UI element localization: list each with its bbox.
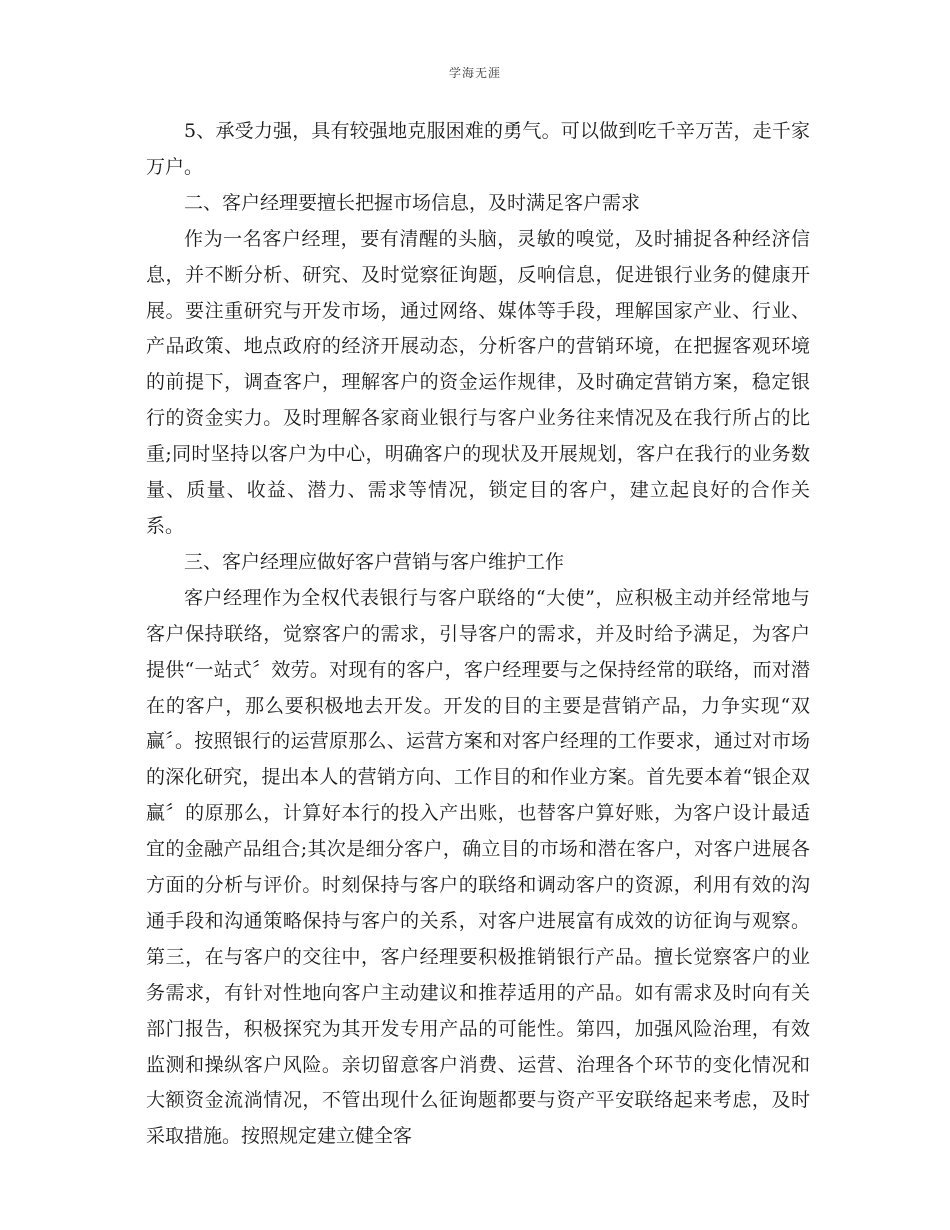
section-heading-3: 三、客户经理应做好客户营销与客户维护工作 (184, 550, 565, 573)
paragraph-item-5: 5、承受力强，具有较强地克服困难的勇气。可以做到吃千辛万苦，走千家万户。 (146, 120, 810, 178)
paragraph-customer-marketing: 客户经理作为全权代表银行与客户联络的“大使”，应积极主动并经常地与客户保持联络，觉察客户的需求，引导客户的需求，并及时给予满足，为客户提供“一站式〞效劳。对现有的客户，客户经理要与之保持经常的联络，而对潜在的客户，那么要积极地去开发。开发的目的主要是营销产品，力争实现“双赢〞。按照银行的运营原那么、运营方案和对客户经理的工作要求，通过对市场的深化研究，提出本人的营销方向、工作目的和作业方案。首先要本着“银企双赢〞的原那么，计算好本行的投入产出账，也替客户算好账，为客户设计最适宜的金融产品组合;其次是细分客户，确立目的市场和潜在客户，对客户进展各方面的分析与评价。时刻保持与客户的联络和调动客户的资源，利用有效的沟通手段和沟通策略保持与客户的关系，对客户进展富有成效的访征询与观察。第三，在与客户的交往中，客户经理要积极推销银行产品。擅长觉察客户的业务需求，有针对性地向客户主动建议和推荐适用的产品。如有需求及时向有关部门报告，积极探究为其开发专用产品的可能性。第四，加强风险治理，有效监测和操纵客户风险。亲切留意客户消费、运营、治理各个环节的变化情况和大额资金流淌情况，不管出现什么征询题都要与资产平安联络起来考虑，及时采取措施。按照规定建立健全客 (146, 586, 810, 1148)
page-header: 学海无涯 (448, 66, 501, 80)
paragraph-market-info: 作为一名客户经理，要有清醒的头脑，灵敏的嗅觉，及时捕捉各种经济信息，并不断分析、研究、及时觉察征询题，反响信息，促进银行业务的健康开展。要注重研究与开发市场，通过网络、媒体等手段，理解国家产业、行业、产品政策、地点政府的经济开展动态，分析客户的营销环境，在把握客观环境的前提下，调查客户，理解客户的资金运作规律，及时确定营销方案，稳定银行的资金实力。及时理解各家商业银行与客户业务往来情况及在我行所占的比重;同时坚持以客户为中心，明确客户的现状及开展规划，客户在我行的业务数量、质量、收益、潜力、需求等情况，锁定目的客户，建立起良好的合作关系。 (146, 227, 810, 537)
section-heading-2: 二、客户经理要擅长把握市场信息，及时满足客户需求 (184, 191, 641, 214)
body-text (146, 114, 810, 1155)
